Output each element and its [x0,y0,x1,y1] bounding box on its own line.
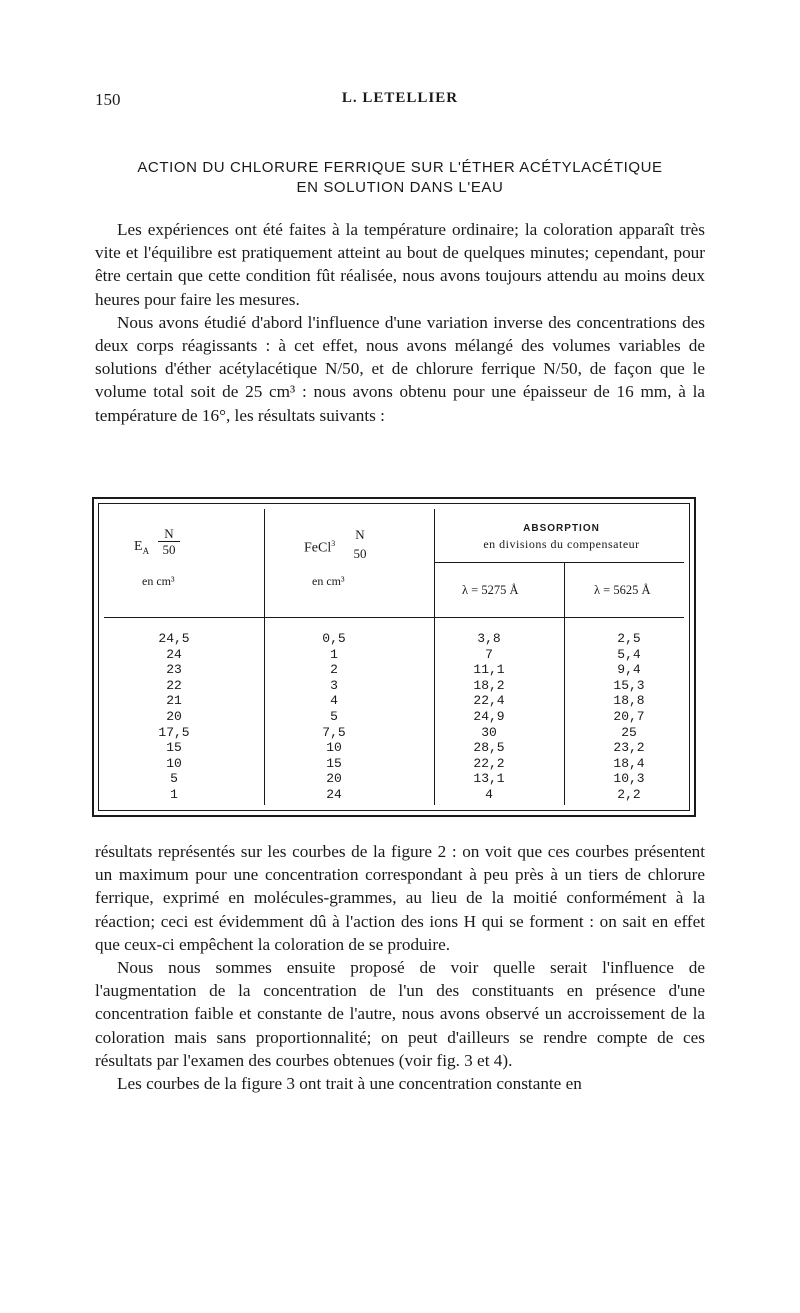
results-table [92,497,696,817]
table-cell: 4 [330,693,338,709]
table-divider [264,509,265,805]
absorption-title: ABSORPTION [523,523,600,534]
table-cell: 0,5 [322,631,346,646]
table-cell: 20,7 [613,708,645,724]
table-cell: 18,8 [613,693,645,709]
table-cell: 24,9 [473,708,505,724]
fecl3-unit: en cm³ [312,574,345,588]
table-cell: 22,2 [473,755,505,771]
table-divider [434,562,684,563]
table-cell: 15 [326,755,342,771]
paragraph: Nous nous sommes ensuite proposé de voir quelle serait l'influence de l'augmentation de la concentration de l'un des constituants en présence d'une concentration faible et constante de l'autre, nous avons observé un accroissement de la coloration mais sans proportionnalité; on peut d'ailleurs se rendre compte de ces résultats par l'examen des courbes obtenues (voir fig. 3 et 4). [95,958,705,1070]
table-cell: 28,5 [473,740,505,756]
table-cell: 22,4 [473,693,505,709]
table-cell: 20 [166,708,182,724]
lambda-5625-header: λ = 5625 Å [594,583,651,597]
table-cell: 3 [330,677,338,693]
table-cell: 18,4 [613,755,645,771]
table-cell: 1 [170,786,178,802]
table-cell: 4 [485,786,493,802]
table-cell: 24 [326,786,342,802]
table-cell: 10 [166,755,182,771]
table-cell: 23 [166,662,182,678]
table-divider [104,617,684,618]
table-cell: 21 [166,693,182,709]
fecl3-header: FeCl$^3$ [304,539,336,556]
absorption-5275-column [454,631,524,803]
lambda-5275-header: λ = 5275 Å [462,583,519,597]
fecl3-volume-column [299,631,369,803]
table-cell: 11,1 [473,662,505,678]
table-divider [564,562,565,805]
table-cell: 2 [330,662,338,678]
table-cell: 5 [170,771,178,787]
fecl3-fraction: N 50 [353,527,367,561]
section-title-line-2: EN SOLUTION DANS L'EAU [296,179,504,196]
ether-header: $E_A$ [134,539,150,556]
table-cell: 7,5 [322,724,346,740]
table-cell: 10,3 [613,771,645,787]
table-cell: 9,4 [617,662,641,678]
running-head: L. LETELLIER [341,90,459,106]
paragraph: Nous avons étudié d'abord l'influence d'une variation inverse des concentrations des deux corps réagissants : à cet effet, nous avons mélangé des volumes variables de solutions d'éther acétylacétique N/50, et de chlorure ferrique N/50, de façon que le volume total soit de 25 cm³ : nous avons obtenu pour une épaisseur de 16 mm, à la température de 16°, les résultats suivants : [95,312,705,425]
paragraph: Les expériences ont été faites à la température ordinaire; la coloration apparaît très vite et l'équilibre est pratiquement atteint au bout de quelques minutes; cependant, pour être certain que cette condition fût réalisée, nous avons toujours attendu au moins deux heures pour faire les mesures. [95,220,705,309]
table-cell: 10 [326,740,342,756]
table-cell: 18,2 [473,677,505,693]
table-cell: 15 [166,740,182,756]
table-cell: 25 [621,724,637,740]
table-cell: 5,4 [617,646,641,662]
table-cell: 24,5 [158,631,190,646]
absorption-5625-column [594,631,664,803]
table-cell: 20 [326,771,342,787]
section-title-line-1: ACTION DU CHLORURE FERRIQUE SUR L'ÉTHER ACÉTYLACÉTIQUE [137,159,663,176]
absorption-subtitle: en divisions du compensateur [483,537,640,551]
table-cell: 2,2 [617,786,641,802]
table-cell: 5 [330,708,338,724]
table-cell: 22 [166,677,182,693]
paragraph: résultats représentés sur les courbes de la figure 2 : on voit que ces courbes présentent un maximum pour une concentration correspondant à peu près à un tiers de chlorure ferrique, exprimé en molécules-grammes, au lieu de la moitié conformément à la réaction; ceci est évidemment dû à l'action des ions H qui se forment : on sait en effet que ceux-ci empêchent la coloration de se produire. [95,842,705,954]
text-after-table [95,840,705,1095]
ether-fraction: N 50 [158,526,180,557]
table-cell: 13,1 [473,771,505,787]
paragraph: Les courbes de la figure 3 ont trait à une concentration constante en [117,1074,582,1094]
table-cell: 7 [485,646,493,662]
ether-unit: en cm³ [142,574,175,588]
table-cell: 1 [330,646,338,662]
table-divider [434,509,435,805]
section-title [100,158,700,198]
table-cell: 15,3 [613,677,645,693]
table-cell: 3,8 [477,631,501,646]
page-header [95,90,705,116]
table-cell: 30 [481,724,497,740]
table-cell: 23,2 [613,740,645,756]
ether-volume-column [139,631,209,803]
table-cell: 17,5 [158,724,190,740]
text-before-table [95,218,705,427]
table-cell: 24 [166,646,182,662]
table-cell: 2,5 [617,631,641,646]
page-number: 150 [95,90,121,109]
